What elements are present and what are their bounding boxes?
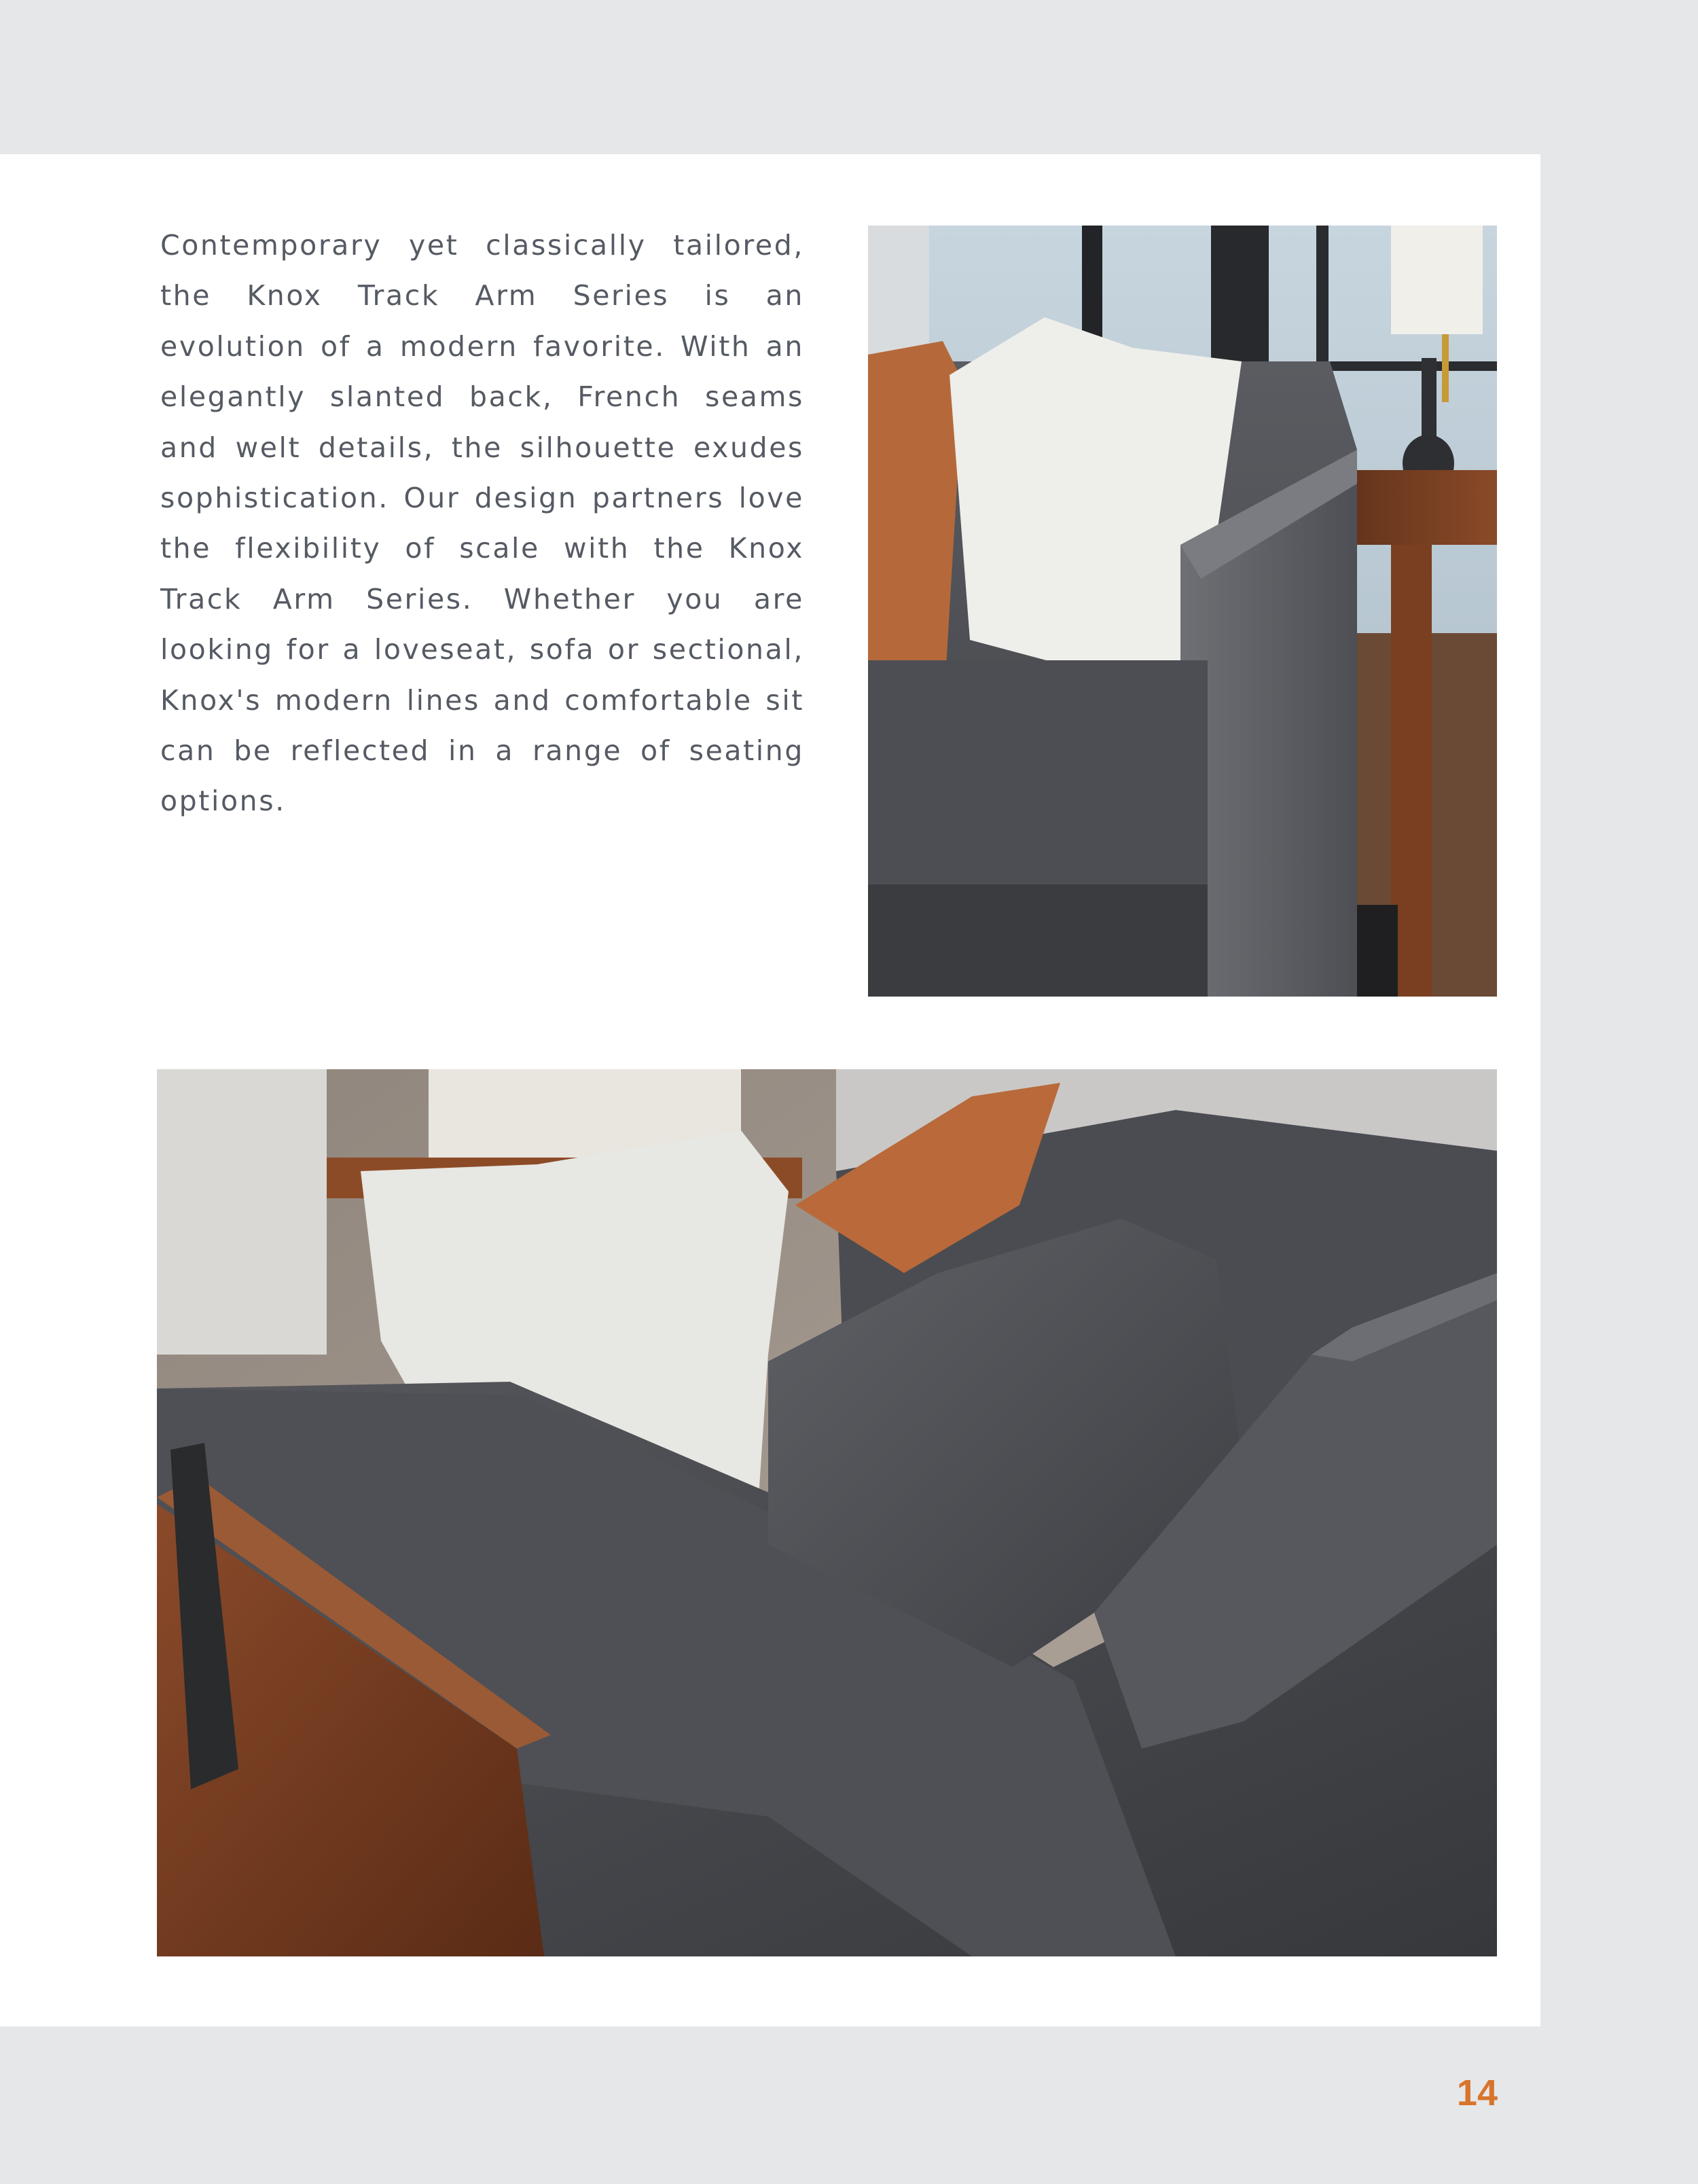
page-number: 14 bbox=[1456, 2073, 1498, 2113]
page bbox=[0, 154, 1540, 2026]
intro-paragraph: Contemporary yet classically tailored, the Knox Track Arm Series is an evolution of a modern favorite. With an elegantly slanted back, French seams and welt details, the silhouette exudes sophistication. Our design partners love the flexibility of scale with the Knox Track Arm Series. Whether you are looking for a loveseat, sofa or sectional, Knox's modern lines and comfortable sit can be reflected in a range of seating options. bbox=[160, 229, 804, 818]
sofa-arm-photo bbox=[868, 226, 1497, 997]
sofa-corner-photo bbox=[157, 1069, 1497, 1956]
